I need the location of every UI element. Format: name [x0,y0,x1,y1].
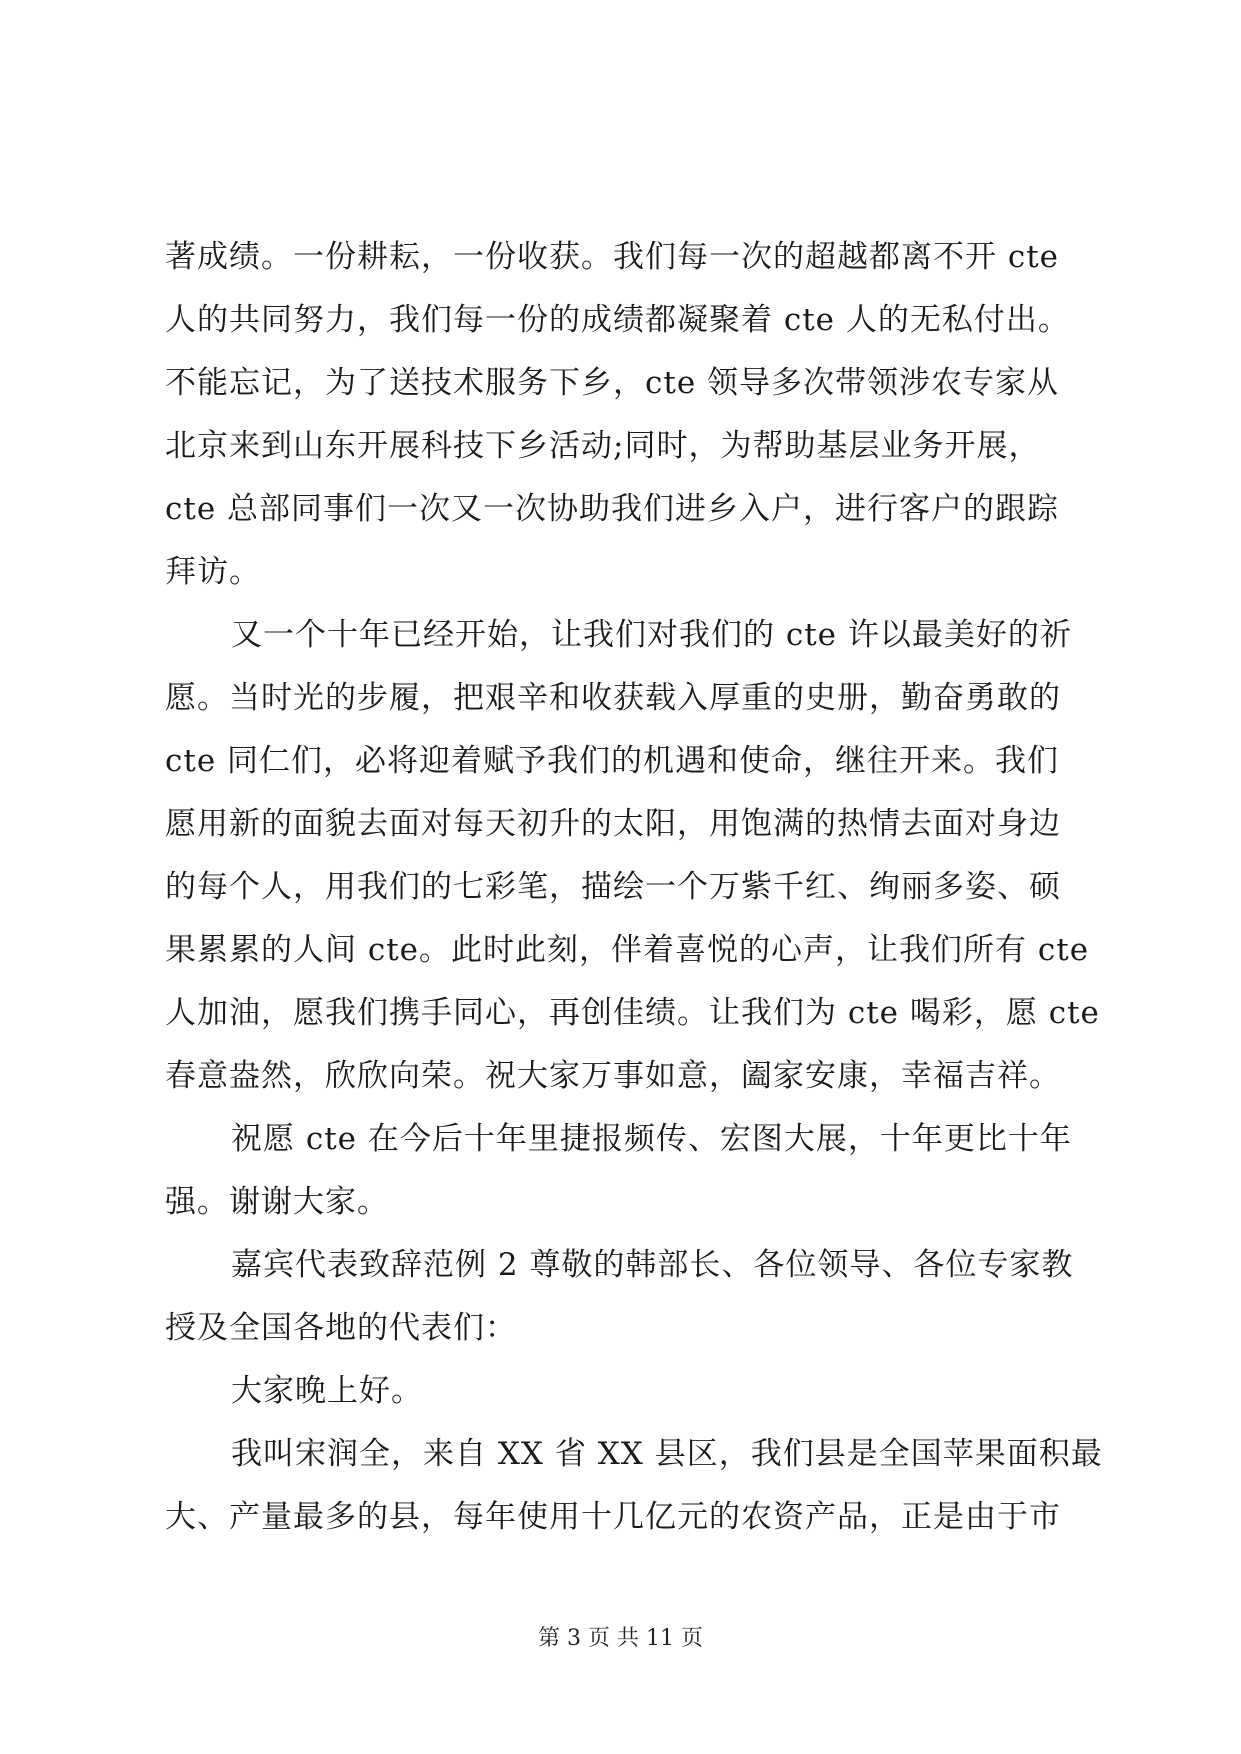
text-line: 著成绩。一份耕耘，一份收获。我们每一次的超越都离不开 cte [165,239,1060,275]
document-body [165,226,1103,1549]
paragraph-start-line: 又一个十年已经开始，让我们对我们的 cte 许以最美好的祈 [231,617,1072,653]
page-number-footer: 第 3 页 共 11 页 [538,1626,703,1651]
text-line: cte 同仁们，必将迎着赋予我们的机遇和使命，继往开来。我们 [165,743,1060,779]
text-line: 人的共同努力，我们每一份的成绩都凝聚着 cte 人的无私付出。 [165,302,1070,338]
text-line: 的每个人，用我们的七彩笔，描绘一个万紫千红、绚丽多姿、硕 [165,869,1061,905]
text-line: 人加油，愿我们携手同心，再创佳绩。让我们为 cte 喝彩，愿 cte [165,995,1100,1031]
text-line: 授及全国各地的代表们： [165,1310,517,1346]
text-line: 拜访。 [165,554,261,590]
text-line: 北京来到山东开展科技下乡活动;同时，为帮助基层业务开展， [165,428,1041,464]
paragraph-start-line: 大家晚上好。 [231,1373,423,1409]
text-line: 愿。当时光的步履，把艰辛和收获载入厚重的史册，勤奋勇敢的 [165,680,1061,716]
text-line: 不能忘记，为了送技术服务下乡，cte 领导多次带领涉农专家从 [165,365,1060,401]
text-line: 强。谢谢大家。 [165,1184,389,1220]
text-line: 春意盎然，欣欣向荣。祝大家万事如意，阖家安康，幸福吉祥。 [165,1058,1061,1094]
paragraph-start-line: 我叫宋润全，来自 XX 省 XX 县区，我们县是全国苹果面积最 [231,1436,1103,1472]
text-line: cte 总部同事们一次又一次协助我们进乡入户，进行客户的跟踪 [165,491,1060,527]
text-line: 果累累的人间 cte。此时此刻，伴着喜悦的心声，让我们所有 cte [165,932,1090,968]
paragraph-start-line: 祝愿 cte 在今后十年里捷报频传、宏图大展，十年更比十年 [231,1121,1072,1157]
paragraph-start-line: 嘉宾代表致辞范例 2 尊敬的韩部长、各位领导、各位专家教 [231,1247,1074,1283]
text-line: 愿用新的面貌去面对每天初升的太阳，用饱满的热情去面对身边 [165,806,1061,842]
text-line: 大、产量最多的县，每年使用十几亿元的农资产品，正是由于市 [165,1499,1061,1535]
